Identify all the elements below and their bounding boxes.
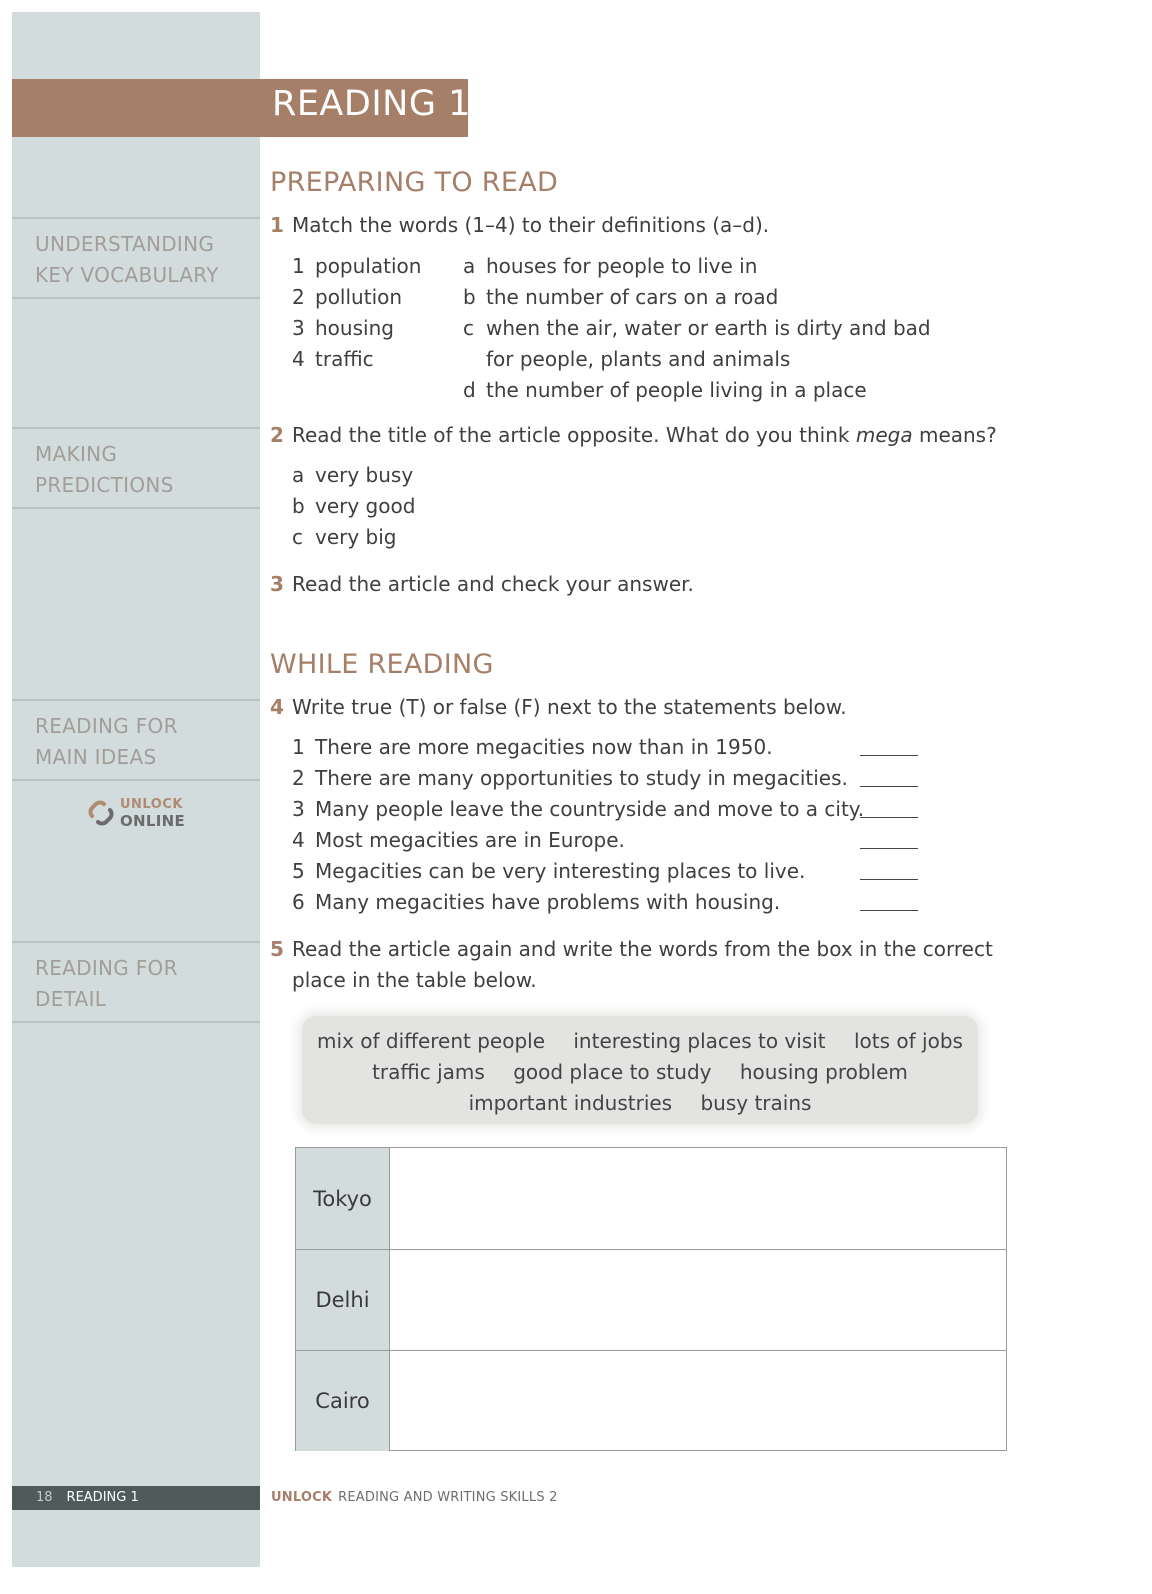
definition-text: the number of people living in a place: [486, 378, 867, 402]
item-number: 6: [292, 890, 305, 914]
answer-blank[interactable]: [860, 848, 918, 849]
question-text: Match the words (1–4) to their definitions (a–d).: [292, 213, 770, 237]
vocab-word: traffic: [315, 347, 374, 371]
word-box-item: housing problem: [739, 1060, 908, 1084]
word-box-item: lots of jobs: [853, 1029, 963, 1053]
statement-text: Many megacities have problems with housing.: [315, 890, 781, 914]
item-number: 1: [292, 254, 305, 278]
skill-label-line: DETAIL: [35, 987, 107, 1011]
skill-label-line: READING FOR: [35, 714, 178, 738]
city-label: Delhi: [296, 1250, 390, 1350]
page-number: 18: [36, 1490, 53, 1505]
city-label: Cairo: [296, 1351, 390, 1451]
definition-text: for people, plants and animals: [486, 347, 791, 371]
definition-text: when the air, water or earth is dirty and bad: [486, 316, 931, 340]
item-number: 3: [292, 797, 305, 821]
answer-blank[interactable]: [860, 879, 918, 880]
item-number: 1: [292, 735, 305, 759]
skill-label-line: PREDICTIONS: [35, 473, 174, 497]
question-number: 3: [270, 572, 284, 596]
list-item: [292, 763, 864, 794]
item-letter: a: [292, 463, 305, 487]
word-box-line: [302, 1088, 978, 1119]
word-box-line: [302, 1057, 978, 1088]
list-item: [292, 887, 864, 918]
vocabulary-word-list: [292, 251, 421, 375]
italic-word: mega: [855, 423, 913, 447]
city-label: Tokyo: [296, 1148, 390, 1249]
skill-label-main-ideas: [12, 699, 260, 781]
list-item: [292, 825, 864, 856]
definition-text: the number of cars on a road: [486, 285, 779, 309]
table-row: [296, 1249, 1006, 1350]
list-item: [292, 251, 421, 282]
item-letter: b: [292, 494, 305, 518]
word-box-item: traffic jams: [372, 1060, 485, 1084]
item-letter: b: [463, 285, 476, 309]
skill-label-line: MAKING: [35, 442, 118, 466]
skill-label-detail: [12, 941, 260, 1023]
skill-label-vocabulary: [12, 217, 260, 299]
item-letter: c: [463, 316, 474, 340]
item-number: 4: [292, 828, 305, 852]
question-text: Read the title of the article opposite. What do you think: [292, 423, 856, 447]
item-letter: [463, 344, 486, 375]
definition-text: houses for people to live in: [486, 254, 758, 278]
list-item: [463, 282, 931, 313]
table-row: [296, 1350, 1006, 1451]
question-1: [270, 210, 769, 241]
answer-blank[interactable]: [860, 786, 918, 787]
footer-bar: [12, 1486, 260, 1510]
footer-book-title: [271, 1490, 558, 1505]
list-item: [292, 522, 415, 553]
list-item: [292, 282, 421, 313]
chain-link-icon: [86, 798, 116, 828]
section-heading-while-reading: WHILE READING: [270, 649, 494, 680]
question-text: Read the article again and write the words from the box in the correct: [292, 937, 993, 961]
statement-text: Megacities can be very interesting places to live.: [315, 859, 806, 883]
online-label: ONLINE: [120, 812, 186, 830]
question-text: place in the table below.: [292, 968, 537, 992]
skill-label-line: UNDERSTANDING: [35, 232, 215, 256]
question-3: [270, 569, 694, 600]
brand-logo: UNLOCK: [271, 1490, 333, 1505]
list-item: [463, 344, 931, 375]
item-letter: c: [292, 525, 303, 549]
list-item: [463, 251, 931, 282]
definition-list: [463, 251, 931, 406]
statement-text: There are many opportunities to study in megacities.: [315, 766, 848, 790]
list-item: [292, 491, 415, 522]
vocab-word: housing: [315, 316, 394, 340]
list-item: [463, 313, 931, 344]
option-list: [292, 460, 415, 553]
question-number: 2: [270, 423, 284, 447]
question-number: 5: [270, 937, 284, 961]
option-text: very big: [315, 525, 397, 549]
answer-cell[interactable]: [390, 1351, 1006, 1451]
answer-cell[interactable]: [390, 1250, 1006, 1350]
vocab-word: population: [315, 254, 422, 278]
question-5: [270, 934, 993, 996]
question-2: [270, 420, 997, 451]
list-item: [292, 732, 864, 763]
item-letter: d: [463, 378, 476, 402]
item-number: 4: [292, 347, 305, 371]
item-number: 3: [292, 316, 305, 340]
word-box-item: busy trains: [700, 1091, 812, 1115]
vocab-word: pollution: [315, 285, 403, 309]
list-item: [292, 794, 864, 825]
item-number: 2: [292, 285, 305, 309]
word-box-item: interesting places to visit: [573, 1029, 826, 1053]
statement-text: There are more megacities now than in 1950.: [315, 735, 773, 759]
skill-label-line: READING FOR: [35, 956, 178, 980]
unlock-online-logo[interactable]: [86, 797, 185, 829]
unlock-label: UNLOCK: [120, 797, 183, 812]
statement-text: Many people leave the countryside and move to a city.: [315, 797, 865, 821]
item-number: 5: [292, 859, 305, 883]
section-heading-preparing: PREPARING TO READ: [270, 167, 559, 198]
skill-label-line: MAIN IDEAS: [35, 745, 157, 769]
page-title: READING 1: [272, 84, 471, 124]
answer-blank[interactable]: [860, 755, 918, 756]
list-item: [292, 856, 864, 887]
item-letter: a: [463, 254, 476, 278]
answer-blank[interactable]: [860, 910, 918, 911]
option-text: very busy: [315, 463, 414, 487]
answer-blank[interactable]: [860, 817, 918, 818]
option-text: very good: [315, 494, 416, 518]
statement-text: Most megacities are in Europe.: [315, 828, 625, 852]
question-number: 1: [270, 213, 284, 237]
question-text: Read the article and check your answer.: [292, 572, 694, 596]
word-box-item: good place to study: [513, 1060, 712, 1084]
footer-section: READING 1: [66, 1490, 139, 1505]
answer-cell[interactable]: [390, 1148, 1006, 1249]
list-item: [463, 375, 931, 406]
city-table: [295, 1147, 1007, 1451]
word-box-line: [302, 1026, 978, 1057]
word-box-item: important industries: [468, 1091, 673, 1115]
list-item: [292, 344, 421, 375]
list-item: [292, 460, 415, 491]
table-row: [296, 1148, 1006, 1249]
question-4: [270, 692, 847, 723]
item-number: 2: [292, 766, 305, 790]
book-title: READING AND WRITING SKILLS 2: [338, 1490, 558, 1505]
list-item: [292, 313, 421, 344]
skill-label-line: KEY VOCABULARY: [35, 263, 219, 287]
statement-list: [292, 732, 864, 918]
question-text: means?: [912, 423, 997, 447]
question-text: Write true (T) or false (F) next to the statements below.: [292, 695, 847, 719]
question-number: 4: [270, 695, 284, 719]
word-box-item: mix of different people: [317, 1029, 546, 1053]
word-box: [302, 1016, 978, 1124]
skill-label-predictions: [12, 427, 260, 509]
